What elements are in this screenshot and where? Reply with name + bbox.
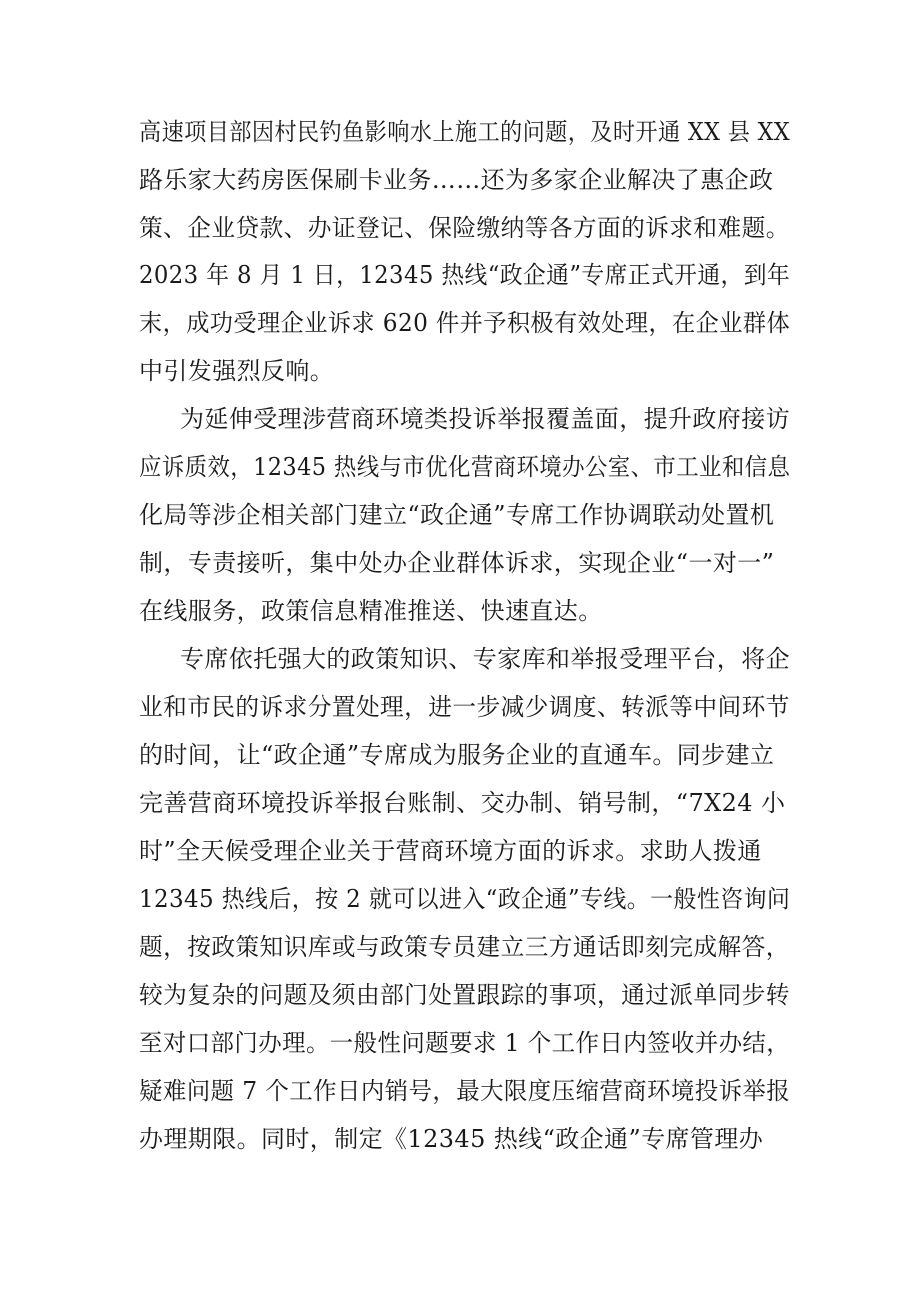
text-line: 题，按政策知识库或与政策专员建立三方通话即刻完成解答， bbox=[139, 933, 790, 961]
text-line: 2023 年 8 月 1 日，12345 热线“政企通”专席正式开通，到年 bbox=[139, 261, 791, 289]
text-line: 至对口部门办理。一般性问题要求 1 个工作日内签收并办结， bbox=[139, 1029, 791, 1057]
text-line: 策、企业贷款、办证登记、保险缴纳等各方面的诉求和难题。 bbox=[139, 214, 790, 242]
text-line: 业和市民的诉求分置处理，进一步减少调度、转派等中间环节 bbox=[139, 693, 790, 721]
text-line: 高速项目部因村民钓鱼影响水上施工的问题，及时开通 XX 县 XX bbox=[139, 118, 791, 146]
text-line: 化局等涉企相关部门建立“政企通”专席工作协调联动处置机 bbox=[139, 501, 775, 529]
text-line: 较为复杂的问题及须由部门处置跟踪的事项，通过派单同步转 bbox=[139, 981, 790, 1009]
text-line: 路乐家大药房医保刷卡业务……还为多家企业解决了惠企政 bbox=[139, 166, 774, 194]
text-line: 为延伸受理涉营商环境类投诉举报覆盖面，提升政府接访 bbox=[180, 405, 790, 433]
text-line: 制，专责接听，集中处办企业群体诉求，实现企业“一对一” bbox=[139, 549, 775, 577]
text-line: 时”全天候受理企业关于营商环境方面的诉求。求助人拨通 bbox=[139, 837, 762, 865]
text-line: 完善营商环境投诉举报台账制、交办制、销号制，“7X24 小 bbox=[139, 789, 786, 817]
text-line: 应诉质效，12345 热线与市优化营商环境办公室、市工业和信息 bbox=[139, 453, 791, 481]
text-line: 办理期限。同时，制定《12345 热线“政企通”专席管理办 bbox=[139, 1125, 764, 1153]
text-line: 末，成功受理企业诉求 620 件并予积极有效处理，在企业群体 bbox=[139, 309, 791, 337]
text-line: 疑难问题 7 个工作日内销号，最大限度压缩营商环境投诉举报 bbox=[139, 1077, 791, 1105]
text-line: 的时间，让“政企通”专席成为服务企业的直通车。同步建立 bbox=[139, 741, 775, 769]
text-line: 中引发强烈反响。 bbox=[139, 357, 335, 385]
text-line: 专席依托强大的政策知识、专家库和举报受理平台，将企 bbox=[180, 645, 790, 673]
text-line: 在线服务，政策信息精准推送、快速直达。 bbox=[139, 597, 603, 625]
text-line: 12345 热线后，按 2 就可以进入“政企通”专线。一般性咨询问 bbox=[139, 885, 791, 913]
